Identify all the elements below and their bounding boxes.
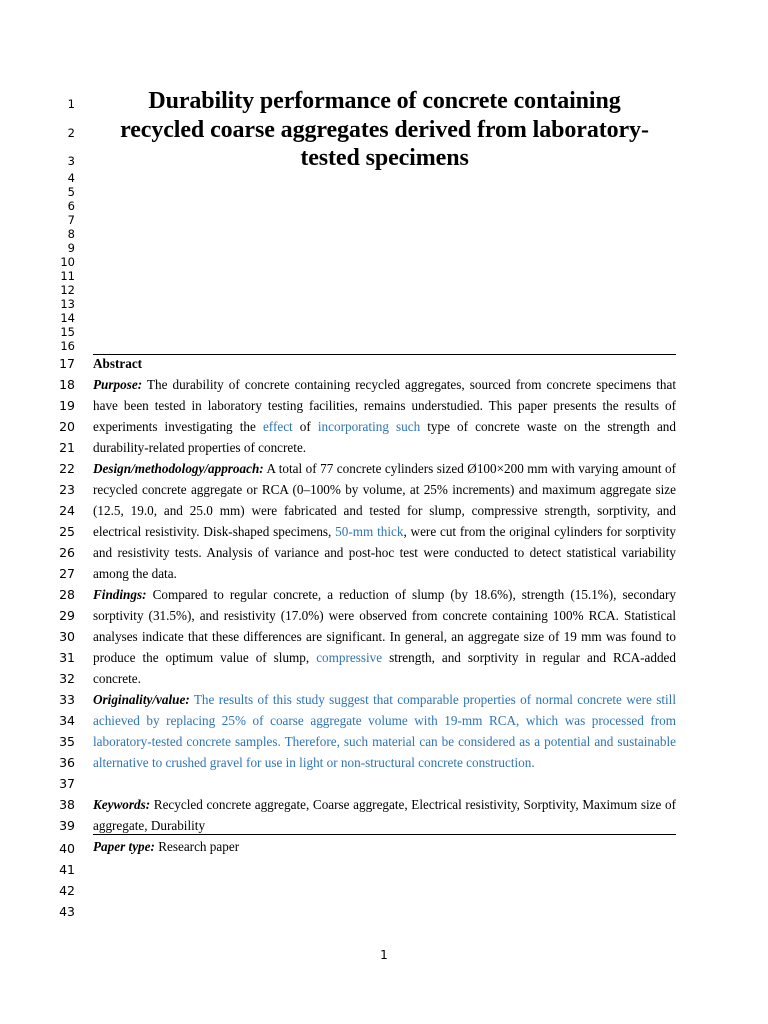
keywords-text: Recycled concrete aggregate, Coarse aggregate, Electrical resistivity, Sorptivity, Maximum size of aggregate, Durability [93,797,676,833]
line-number: 18 [59,377,75,392]
blank-line [93,773,676,794]
line-number: 24 [59,503,75,518]
keywords-paragraph [93,794,676,836]
line-number: 12 [60,283,75,297]
line-number: 33 [59,692,75,707]
line-number: 23 [59,482,75,497]
line-number: 26 [59,545,75,560]
line-number: 5 [67,185,75,199]
line-number: 8 [67,227,75,241]
findings-label: Findings: [93,587,147,602]
page-number: 1 [380,948,388,962]
purpose-text-3: type of concrete waste on the strength and durability-related properties of concrete. [93,419,676,455]
purpose-label: Purpose: [93,377,143,392]
line-number: 9 [67,241,75,255]
purpose-paragraph [93,374,676,458]
line-number: 27 [59,566,75,581]
abstract-body [93,353,676,857]
paper-type-paragraph [93,836,676,857]
line-number: 2 [67,126,75,140]
line-number: 40 [59,841,75,856]
line-number: 6 [67,199,75,213]
line-number: 16 [60,339,75,353]
purpose-highlight-2: incorporating such [317,419,421,434]
line-number: 37 [59,776,75,791]
line-number: 28 [59,587,75,602]
line-number: 42 [59,883,75,898]
line-number: 11 [60,269,75,283]
design-highlight-1: 50-mm thick [335,524,404,539]
paper-type-label: Paper type: [93,839,155,854]
line-number: 17 [59,356,75,371]
design-text-1: A total of 77 concrete cylinders sized Ø100×200 mm with varying amount of recycled concrete aggregate or RCA (0–100% by volume, at 25% increments) and maximum aggregate size (12.5, 19.0, and 25.0 mm) were fabricated and tested for slump, compressive strength, sorptivity, and electrical resistivity. Disk-shaped specimens, [93,461,676,539]
line-number: 21 [59,440,75,455]
line-number: 1 [67,97,75,111]
purpose-text-2: of [292,419,318,434]
line-number: 7 [67,213,75,227]
findings-highlight-1: compressive [316,650,383,665]
design-text-2: , were cut from the original cylinders for sorptivity and resistivity tests. Analysis of variance and post-hoc test were conducted to detect statistical variability among the data. [93,524,676,581]
title-line-3: tested specimens [300,145,469,171]
title-line-1: Durability performance of concrete containing [148,88,621,114]
line-number: 32 [59,671,75,686]
design-paragraph [93,458,676,584]
line-number: 15 [60,325,75,339]
originality-label: Originality/value: [93,692,190,707]
line-number: 3 [67,154,75,168]
line-number: 25 [59,524,75,539]
line-number: 31 [59,650,75,665]
line-number: 10 [60,255,75,269]
line-number: 29 [59,608,75,623]
line-number: 14 [60,311,75,325]
findings-text-1: Compared to regular concrete, a reduction of slump (by 18.6%), strength (15.1%), secondary sorptivity (31.5%), and resistivity (17.0%) were observed from concrete containing 100% RCA. Statistical analyses indicate that these differences are significant. In general, an aggregate size of 19 mm was found to produce the optimum value of slump, [93,587,676,665]
line-number: 13 [60,297,75,311]
line-number: 30 [59,629,75,644]
line-number: 22 [59,461,75,476]
line-number: 36 [59,755,75,770]
paper-type-text: Research paper [154,839,240,854]
findings-text-2: strength, and sorptivity in regular and RCA-added concrete. [93,650,676,686]
line-number: 4 [67,171,75,185]
keywords-label: Keywords: [93,797,151,812]
findings-paragraph [93,584,676,689]
originality-paragraph [93,689,676,773]
line-number: 43 [59,904,75,919]
line-number: 34 [59,713,75,728]
line-number: 39 [59,818,75,833]
purpose-text-1: The durability of concrete containing recycled aggregates, sourced from concrete specimens that have been tested in laboratory testing facilities, remains understudied. This paper presents the results of experiments investigating the [93,377,676,434]
purpose-highlight-1: effect [262,419,293,434]
originality-highlight: The results of this study suggest that comparable properties of normal concrete were still achieved by replacing 25% of coarse aggregate volume with 19-mm RCA, which was processed from laboratory-tested concrete samples. Therefore, such material can be considered as a potential and sustainable alternative to crushed gravel for use in light or non-structural concrete construction. [93,692,676,770]
line-number: 20 [59,419,75,434]
paper-title [93,87,676,173]
line-number: 38 [59,797,75,812]
line-number: 19 [59,398,75,413]
title-line-2: recycled coarse aggregates derived from laboratory- [120,116,649,143]
line-number: 41 [59,862,75,877]
design-label: Design/methodology/approach: [93,461,264,476]
abstract-heading: Abstract [93,356,143,371]
line-number: 35 [59,734,75,749]
